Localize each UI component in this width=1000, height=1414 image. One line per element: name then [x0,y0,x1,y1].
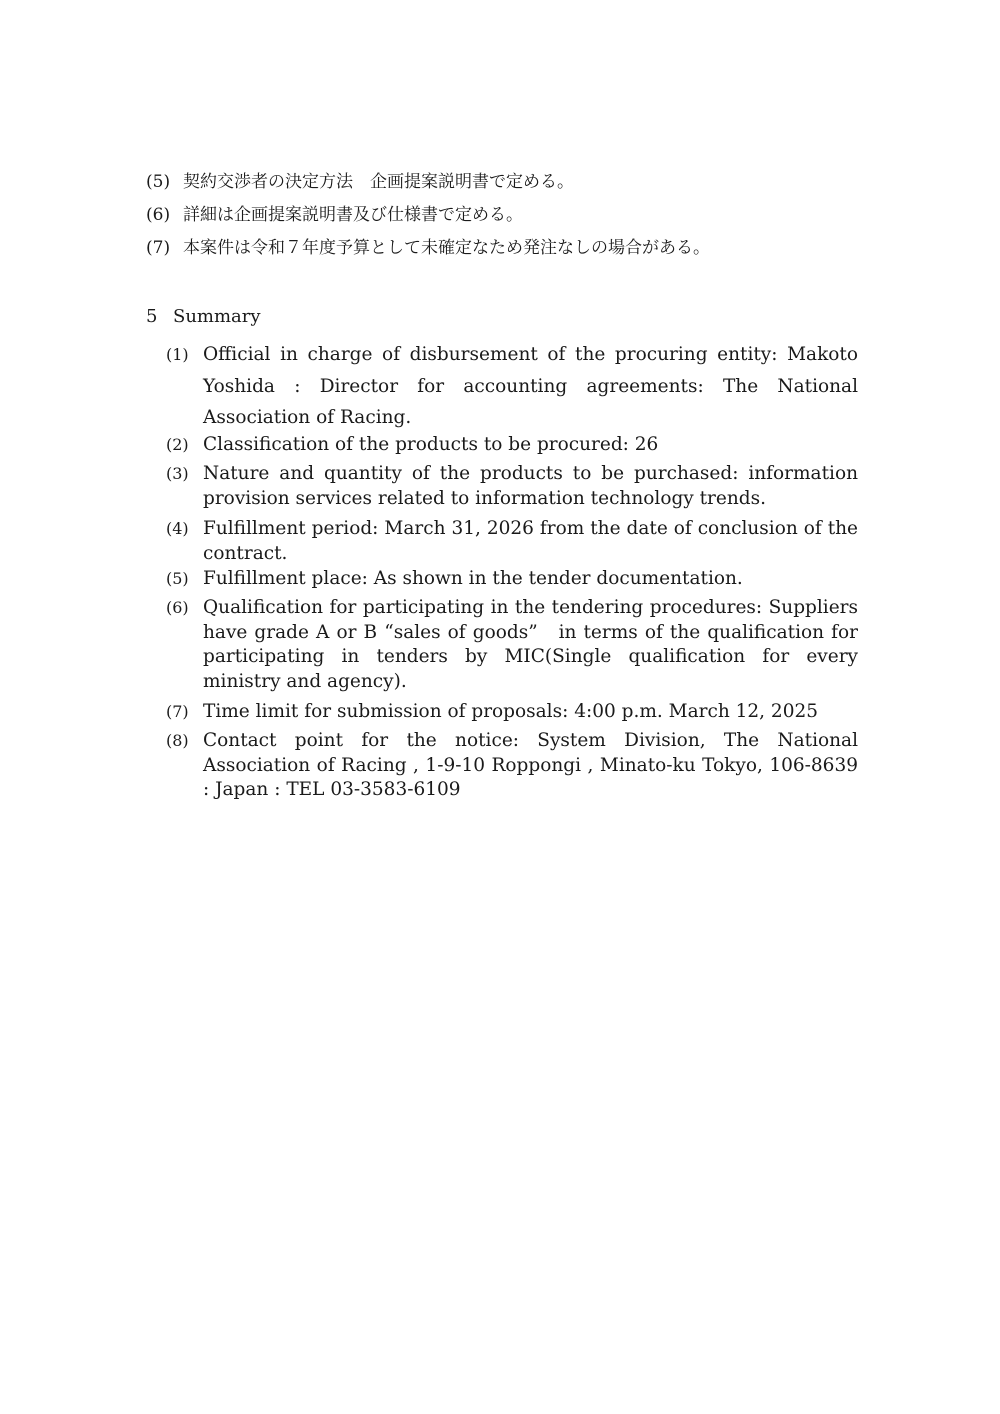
item-number: (3) [166,464,189,483]
item-text: Time limit for submission of proposals: 4:00 p.m. March 12, 2025 [203,701,819,722]
item-text: Qualification for participating in the tendering procedures: Suppliers have grade A or B “sales of goods” in terms of the qualification for participating in tenders by MIC(Single qualification for every ministry and agency). [203,597,858,692]
item-text: Classification of the products to be procured: 26 [203,434,659,455]
list-item [166,462,858,517]
list-item [166,700,858,729]
item-number: (7) [166,702,189,721]
section-heading [146,305,261,329]
list-item [166,596,858,700]
japanese-notes-list [146,171,866,270]
summary-list [166,343,858,809]
item-number: (1) [166,345,189,364]
item-number: (8) [166,731,189,750]
item-text: Nature and quantity of the products to be purchased: information provision services related to information technology trends. [203,463,858,509]
list-item [166,343,858,433]
item-text: Official in charge of disbursement of the procuring entity: Makoto Yoshida : Director for accounting agreements: The National Association of Racing. [203,344,858,428]
list-item [166,729,858,809]
item-number: (4) [166,519,189,538]
item-number: (5) [166,569,189,588]
section-title: Summary [173,306,261,327]
item-number: (7) [146,238,171,258]
list-item [166,433,858,462]
item-text: Contact point for the notice: System Division, The National Association of Racing , 1-9-10 Roppongi , Minato-ku Tokyo, 106-8639 : Japan : TEL 03-3583-6109 [203,730,858,800]
list-item [146,237,866,270]
item-number: (2) [166,435,189,454]
item-text: Fulfillment period: March 31, 2026 from the date of conclusion of the contract. [203,518,858,564]
item-text: Fulfillment place: As shown in the tender documentation. [203,568,743,589]
list-item [166,567,858,596]
list-item [146,204,866,237]
item-text: 本案件は令和７年度予算として未確定なため発注なしの場合がある。 [183,238,710,258]
item-number: (6) [166,598,189,617]
item-text: 契約交渉者の決定方法 企画提案説明書で定める。 [183,172,574,192]
list-item [146,171,866,204]
list-item [166,517,858,567]
item-number: (5) [146,172,171,192]
item-text: 詳細は企画提案説明書及び仕様書で定める。 [183,205,523,225]
section-number: 5 [146,306,158,327]
item-number: (6) [146,205,171,225]
